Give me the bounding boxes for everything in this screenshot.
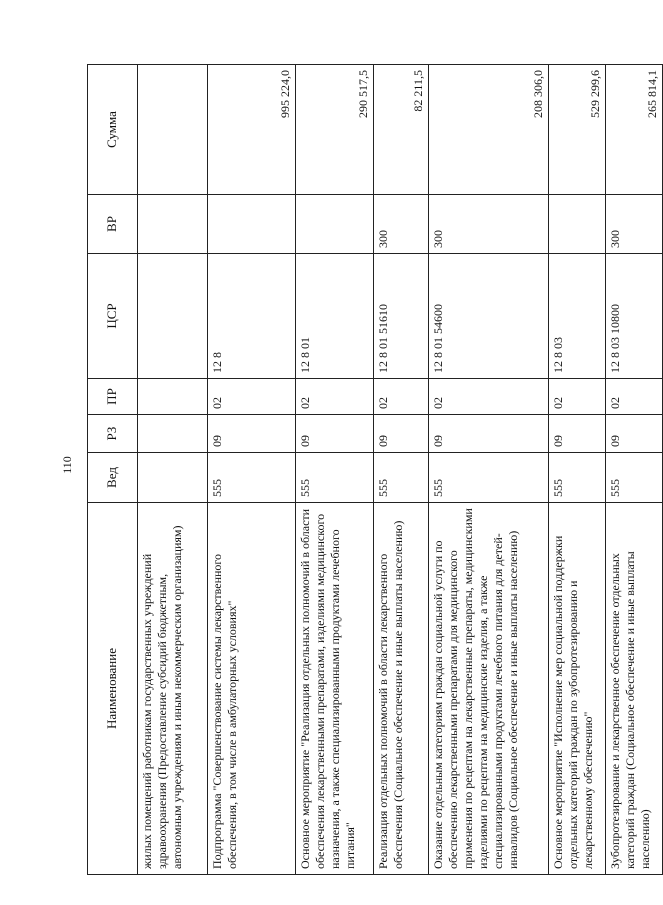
- cell-ved: 555: [208, 453, 296, 503]
- cell-csr: 12 8 03 10800: [606, 254, 663, 379]
- header-csr: ЦСР: [88, 254, 138, 379]
- cell-csr: [138, 254, 208, 379]
- cell-sum: 82 211,5: [374, 65, 429, 195]
- cell-name: Основное мероприятие "Реализация отдельных полномочий в области обеспечения лекарственными препаратами, изделиями медицинского назначения, а также специализированными продуктами лечебного питания": [296, 503, 374, 875]
- cell-rz: 09: [374, 415, 429, 453]
- cell-pr: 02: [374, 379, 429, 415]
- cell-rz: 09: [208, 415, 296, 453]
- table-row: [208, 65, 296, 875]
- cell-sum: [138, 65, 208, 195]
- cell-sum: 265 814,1: [606, 65, 663, 195]
- table-row: [296, 65, 374, 875]
- cell-ved: 555: [429, 453, 549, 503]
- cell-vr: 300: [429, 195, 549, 254]
- table-row: [549, 65, 606, 875]
- cell-csr: 12 8: [208, 254, 296, 379]
- cell-rz: 09: [429, 415, 549, 453]
- cell-vr: [296, 195, 374, 254]
- header-row: [88, 65, 138, 875]
- cell-ved: 555: [296, 453, 374, 503]
- cell-pr: 02: [606, 379, 663, 415]
- cell-vr: [549, 195, 606, 254]
- header-rz: РЗ: [88, 415, 138, 453]
- cell-rz: 09: [606, 415, 663, 453]
- cell-pr: 02: [296, 379, 374, 415]
- cell-pr: 02: [208, 379, 296, 415]
- cell-sum: 529 299,6: [549, 65, 606, 195]
- table-row: [606, 65, 663, 875]
- cell-ved: 555: [374, 453, 429, 503]
- cell-vr: 300: [374, 195, 429, 254]
- cell-vr: 300: [606, 195, 663, 254]
- cell-name: Основное мероприятие "Исполнение мер социальной поддержки отдельных категорий граждан по зубопротезированию и лекарственному обеспечению": [549, 503, 606, 875]
- table-row: [138, 65, 208, 875]
- cell-sum: 995 224,0: [208, 65, 296, 195]
- cell-ved: 555: [606, 453, 663, 503]
- cell-name: Зубопротезирование и лекарственное обеспечение отдельных категорий граждан (Социальное обеспечение и иные выплаты населению): [606, 503, 663, 875]
- cell-sum: 290 517,5: [296, 65, 374, 195]
- cell-rz: 09: [296, 415, 374, 453]
- cell-csr: 12 8 01 51610: [374, 254, 429, 379]
- cell-csr: 12 8 03: [549, 254, 606, 379]
- budget-table: [87, 64, 663, 875]
- cell-name: Реализация отдельных полномочий в области лекарственного обеспечения (Социальное обеспечение и иные выплаты населению): [374, 503, 429, 875]
- cell-vr: [208, 195, 296, 254]
- cell-csr: 12 8 01 54600: [429, 254, 549, 379]
- header-ved: Вед: [88, 453, 138, 503]
- cell-rz: 09: [549, 415, 606, 453]
- header-vr: ВР: [88, 195, 138, 254]
- header-pr: ПР: [88, 379, 138, 415]
- cell-name: Оказание отдельным категориям граждан социальной услуги по обеспечению лекарственными препаратами для медицинского применения по рецептам на лекарственные препараты, медицинскими изделиями по рецептам на медицинские изделия, а также специализированными продуктами лечебного питания для детей-инвалидов (Социальное обеспечение и иные выплаты населению): [429, 503, 549, 875]
- cell-rz: [138, 415, 208, 453]
- table-row: [374, 65, 429, 875]
- page-number: 110: [59, 456, 74, 474]
- cell-pr: 02: [549, 379, 606, 415]
- cell-name: Подпрограмма "Совершенствование системы лекарственного обеспечения, в том числе в амбулаторных условиях": [208, 503, 296, 875]
- cell-ved: [138, 453, 208, 503]
- rotated-table-container: [87, 65, 659, 875]
- cell-pr: 02: [429, 379, 549, 415]
- table-row: [429, 65, 549, 875]
- cell-csr: 12 8 01: [296, 254, 374, 379]
- header-name: Наименование: [88, 503, 138, 875]
- cell-pr: [138, 379, 208, 415]
- cell-sum: 208 306,0: [429, 65, 549, 195]
- header-sum: Сумма: [88, 65, 138, 195]
- cell-vr: [138, 195, 208, 254]
- cell-ved: 555: [549, 453, 606, 503]
- cell-name: жилых помещений работникам государственных учреждений здравоохранения (Предоставление субсидий бюджетным, автономным учреждениям и иным некоммерческим организациям): [138, 503, 208, 875]
